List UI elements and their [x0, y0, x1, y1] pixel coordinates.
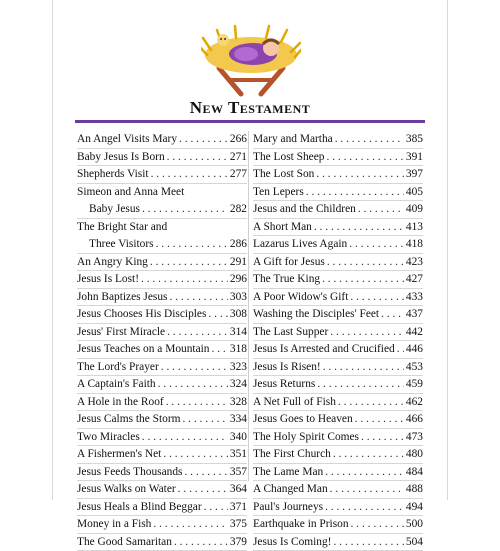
toc-entry	[253, 131, 423, 149]
dot-leader	[163, 446, 228, 464]
dot-leader	[178, 481, 228, 499]
toc-entry-title: Jesus Walks on Water	[77, 481, 176, 499]
toc-entry-page-number: 291	[230, 254, 247, 272]
toc-entry-title: The Good Samaritan	[77, 534, 172, 551]
toc-entry-page-number: 364	[230, 481, 247, 499]
toc-entry-page-number: 488	[406, 481, 423, 499]
toc-entry-title: Three Visitors	[77, 236, 154, 254]
toc-entry	[77, 516, 247, 534]
toc-entry-title: Jesus Is Lost!	[77, 271, 139, 289]
toc-entry	[253, 271, 423, 289]
toc-entry-page-number: 397	[406, 166, 423, 184]
baby-in-manger-illustration	[201, 10, 301, 100]
toc-entry	[77, 411, 247, 429]
toc-entry-page-number: 504	[406, 534, 423, 551]
toc-entry-title: Simeon and Anna Meet	[77, 184, 184, 202]
toc-entry-title: The Lost Sheep	[253, 149, 325, 167]
toc-entry-page-number: 314	[230, 324, 247, 342]
toc-entry-title: The Bright Star and	[77, 219, 167, 237]
toc-entry-title: Money in a Fish	[77, 516, 151, 534]
toc-entry-page-number: 323	[230, 359, 247, 377]
toc-entry-title: A Captain's Faith	[77, 376, 156, 394]
toc-entry-title: The Holy Spirit Comes	[253, 429, 359, 447]
toc-entry-page-number: 340	[230, 429, 247, 447]
dot-leader	[361, 429, 404, 447]
dot-leader	[158, 376, 228, 394]
toc-entry-title: The Lame Man	[253, 464, 323, 482]
toc-entry-page-number: 405	[406, 184, 423, 202]
toc-entry-page-number: 271	[230, 149, 247, 167]
toc-entry-page-number: 385	[406, 131, 423, 149]
toc-entry	[77, 359, 247, 377]
toc-entry	[253, 394, 423, 412]
toc-entry-page-number: 371	[230, 499, 247, 517]
toc-entry	[253, 341, 423, 359]
toc-entry	[77, 429, 247, 447]
toc-entry	[77, 131, 247, 149]
toc-entry-page-number: 375	[230, 516, 247, 534]
dot-leader	[142, 201, 228, 219]
dot-leader	[142, 429, 228, 447]
toc-entry	[253, 201, 423, 219]
dot-leader	[208, 306, 227, 324]
dot-leader	[306, 184, 404, 202]
section-heading: New Testament	[53, 98, 447, 118]
toc-entry-title: Jesus Heals a Blind Beggar	[77, 499, 202, 517]
toc-entry-title: The Last Supper	[253, 324, 328, 342]
toc-entry-title: Jesus Is Risen!	[253, 359, 321, 377]
toc-entry-page-number: 446	[406, 341, 423, 359]
toc-entry-title: Mary and Martha	[253, 131, 333, 149]
toc-entry-page-number: 427	[406, 271, 423, 289]
dot-leader	[204, 499, 228, 517]
toc-entry-page-number: 286	[230, 236, 247, 254]
dot-leader	[167, 149, 228, 167]
book-page	[52, 0, 448, 500]
dot-leader	[184, 464, 227, 482]
toc-entry-title: Washing the Disciples' Feet	[253, 306, 379, 324]
dot-leader	[325, 464, 404, 482]
toc-entry-page-number: 328	[230, 394, 247, 412]
toc-entry	[77, 376, 247, 394]
toc-entry-title: Jesus and the Children	[253, 201, 356, 219]
dot-leader	[333, 446, 404, 464]
toc-entry-title: Jesus Feeds Thousands	[77, 464, 182, 482]
toc-entry-title: A Hole in the Roof	[77, 394, 164, 412]
dot-leader	[350, 289, 404, 307]
toc-entry-title: An Angry King	[77, 254, 148, 272]
dot-leader	[182, 411, 227, 429]
toc-entry	[253, 306, 423, 324]
column-divider	[248, 131, 249, 481]
dot-leader	[335, 131, 404, 149]
toc-entry	[77, 184, 247, 202]
toc-entry	[253, 149, 423, 167]
dot-leader	[314, 219, 404, 237]
toc-entry-title: Two Miracles	[77, 429, 140, 447]
toc-entry	[253, 324, 423, 342]
toc-entry-page-number: 409	[406, 201, 423, 219]
toc-entry	[253, 236, 423, 254]
toc-entry-page-number: 459	[406, 376, 423, 394]
dot-leader	[167, 324, 228, 342]
toc-entry-page-number: 500	[406, 516, 423, 534]
toc-entry-title: A Fishermen's Net	[77, 446, 161, 464]
toc-entry	[77, 394, 247, 412]
toc-entry-title: Baby Jesus	[77, 201, 140, 219]
toc-entry-title: Lazarus Lives Again	[253, 236, 347, 254]
toc-entry-page-number: 433	[406, 289, 423, 307]
toc-entry	[253, 376, 423, 394]
toc-entry-title: The Lost Son	[253, 166, 314, 184]
toc-entry-page-number: 442	[406, 324, 423, 342]
toc-entry-page-number: 277	[230, 166, 247, 184]
toc-entry-title: Ten Lepers	[253, 184, 304, 202]
dot-leader	[338, 394, 404, 412]
dot-leader	[351, 516, 404, 534]
toc-entry-title: Shepherds Visit	[77, 166, 149, 184]
dot-leader	[156, 236, 228, 254]
toc-entry	[253, 481, 423, 499]
toc-entry	[253, 446, 423, 464]
dot-leader	[161, 359, 228, 377]
toc-entry	[77, 499, 247, 517]
toc-entry-page-number: 484	[406, 464, 423, 482]
toc-entry	[253, 429, 423, 447]
toc-entry-page-number: 391	[406, 149, 423, 167]
toc-entry-page-number: 473	[406, 429, 423, 447]
dot-leader	[355, 411, 404, 429]
toc-entry-title: The First Church	[253, 446, 331, 464]
dot-leader	[317, 376, 404, 394]
dot-leader	[179, 131, 228, 149]
dot-leader	[330, 324, 404, 342]
dot-leader	[330, 481, 404, 499]
toc-entry	[77, 289, 247, 307]
dot-leader	[151, 166, 228, 184]
dot-leader	[381, 306, 404, 324]
toc-entry-title: A Short Man	[253, 219, 312, 237]
toc-entry-title: Jesus Is Coming!	[253, 534, 331, 551]
toc-entry-title: Earthquake in Prison	[253, 516, 349, 534]
dot-leader	[166, 394, 228, 412]
toc-entry-page-number: 462	[406, 394, 423, 412]
toc-entry	[253, 289, 423, 307]
toc-entry-title: John Baptizes Jesus	[77, 289, 168, 307]
toc-entry	[77, 324, 247, 342]
toc-entry	[77, 534, 247, 551]
toc-entry	[253, 534, 423, 551]
dot-leader	[174, 534, 228, 551]
toc-entry-page-number: 334	[230, 411, 247, 429]
toc-entry-title: Jesus Calms the Storm	[77, 411, 180, 429]
dot-leader	[316, 166, 404, 184]
toc-entry-page-number: 308	[230, 306, 247, 324]
toc-entry	[77, 254, 247, 272]
toc-entry	[77, 481, 247, 499]
toc-entry-title: A Changed Man	[253, 481, 328, 499]
toc-entry	[253, 516, 423, 534]
dot-leader	[358, 201, 404, 219]
toc-entry-title: Jesus Goes to Heaven	[253, 411, 353, 429]
dot-leader	[327, 254, 404, 272]
toc-entry-title: Paul's Journeys	[253, 499, 323, 517]
toc-entry-title: A Poor Widow's Gift	[253, 289, 348, 307]
toc-entry-page-number: 494	[406, 499, 423, 517]
toc-entry	[253, 166, 423, 184]
dot-leader	[212, 341, 228, 359]
toc-entry-title: Jesus Teaches on a Mountain	[77, 341, 210, 359]
toc-entry	[253, 411, 423, 429]
toc-entry-page-number: 324	[230, 376, 247, 394]
toc-entry-page-number: 418	[406, 236, 423, 254]
toc-entry-title: Jesus Is Arrested and Crucified	[253, 341, 395, 359]
toc-entry-page-number: 282	[230, 201, 247, 219]
toc-entry	[253, 499, 423, 517]
toc-entry-page-number: 423	[406, 254, 423, 272]
toc-entry-title: The Lord's Prayer	[77, 359, 159, 377]
toc-entry-page-number: 466	[406, 411, 423, 429]
toc-entry	[77, 271, 247, 289]
toc-entry	[77, 464, 247, 482]
toc-entry	[77, 306, 247, 324]
toc-entry-title: Jesus Chooses His Disciples	[77, 306, 206, 324]
toc-entry-title: Baby Jesus Is Born	[77, 149, 165, 167]
dot-leader	[327, 149, 404, 167]
toc-entry-title: A Gift for Jesus	[253, 254, 325, 272]
toc-entry-title: Jesus Returns	[253, 376, 315, 394]
toc-entry	[77, 149, 247, 167]
toc-left-column	[77, 131, 247, 551]
dot-leader	[153, 516, 228, 534]
toc-entry-title: Jesus' First Miracle	[77, 324, 165, 342]
toc-entry-title: An Angel Visits Mary	[77, 131, 177, 149]
dot-leader	[170, 289, 228, 307]
dot-leader	[150, 254, 228, 272]
dot-leader	[322, 271, 404, 289]
dot-leader	[349, 236, 404, 254]
toc-entry-page-number: 266	[230, 131, 247, 149]
toc-entry	[77, 446, 247, 464]
dot-leader	[141, 271, 228, 289]
dot-leader	[333, 534, 403, 551]
toc-entry-page-number: 351	[230, 446, 247, 464]
toc-entry	[77, 236, 247, 254]
toc-entry-page-number: 413	[406, 219, 423, 237]
toc-entry-page-number: 379	[230, 534, 247, 551]
toc-entry	[253, 359, 423, 377]
toc-right-column	[253, 131, 423, 551]
toc-entry	[253, 219, 423, 237]
toc-entry	[253, 254, 423, 272]
toc-entry	[77, 341, 247, 359]
toc-entry-page-number: 296	[230, 271, 247, 289]
toc-entry-title: A Net Full of Fish	[253, 394, 336, 412]
dot-leader	[397, 341, 404, 359]
toc-entry-page-number: 318	[230, 341, 247, 359]
toc-entry-page-number: 437	[406, 306, 423, 324]
toc-entry-title: The True King	[253, 271, 320, 289]
toc-entry-page-number: 480	[406, 446, 423, 464]
heading-rule	[75, 120, 425, 123]
toc-entry-page-number: 357	[230, 464, 247, 482]
toc-entry	[77, 219, 247, 237]
toc-entry-page-number: 453	[406, 359, 423, 377]
toc-entry	[253, 464, 423, 482]
dot-leader	[325, 499, 404, 517]
toc-entry-page-number: 303	[230, 289, 247, 307]
toc-entry	[253, 184, 423, 202]
dot-leader	[323, 359, 404, 377]
toc-entry	[77, 166, 247, 184]
toc-entry	[77, 201, 247, 219]
